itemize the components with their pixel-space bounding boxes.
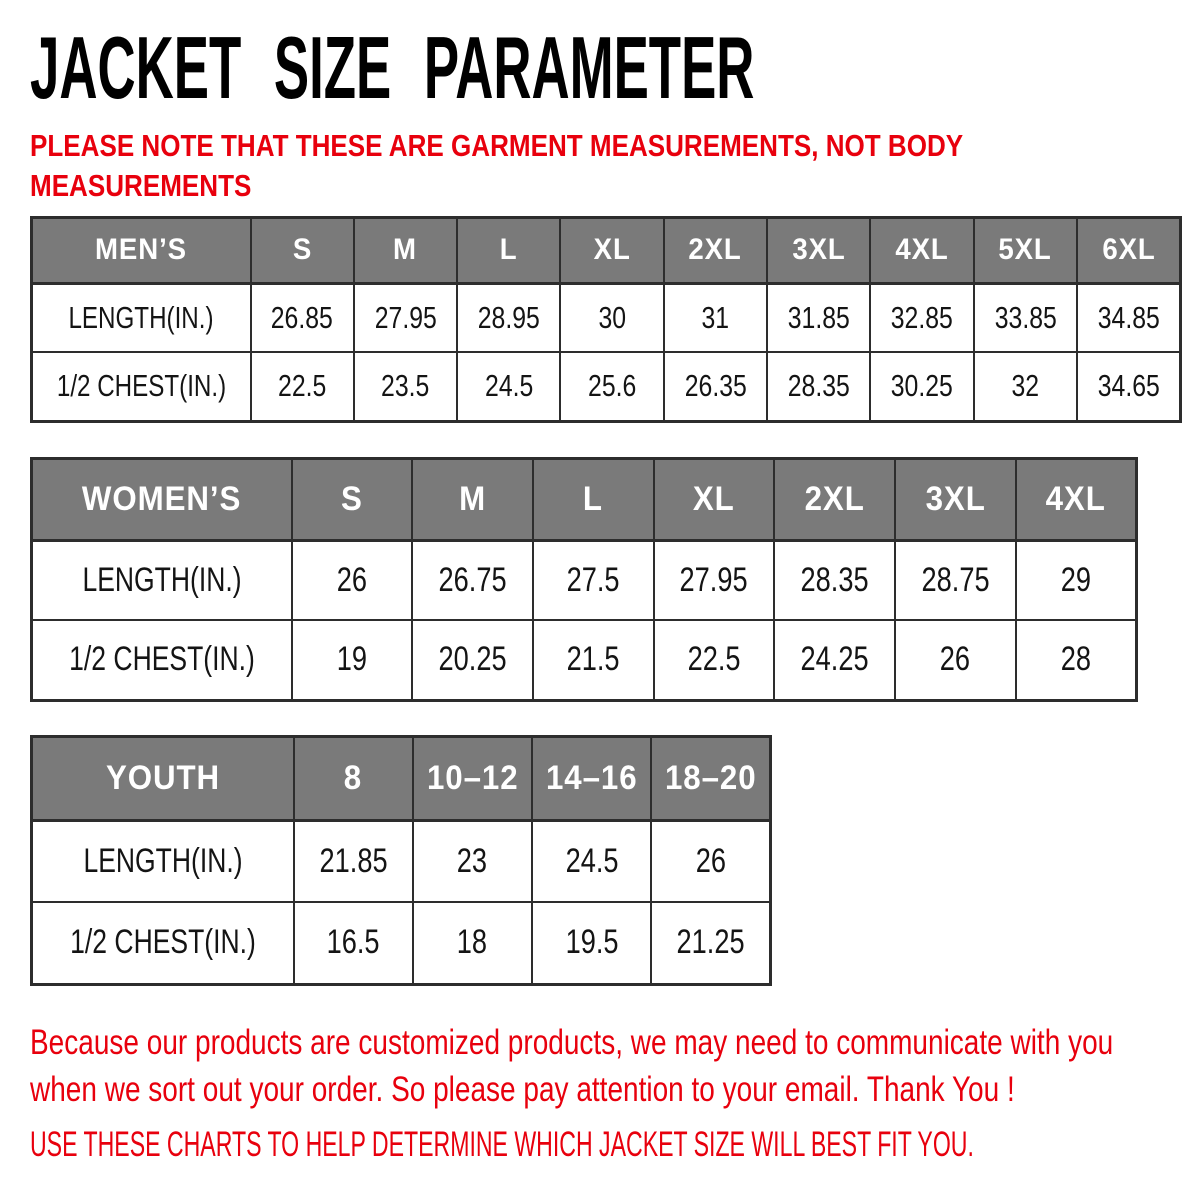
header-label: S: [340, 479, 363, 518]
measurement-value-cell: [457, 352, 560, 421]
row-label: 1/2 CHEST(IN.): [69, 923, 256, 962]
measurement-value: 28: [1060, 640, 1091, 679]
measurement-value-cell: [532, 902, 651, 984]
footer-line-1: Because our products are customized products, we may need to communicate with you: [30, 1022, 1114, 1062]
measurement-value: 20.25: [438, 640, 507, 679]
header-label: 2XL: [688, 233, 743, 267]
measurement-value: 22.5: [687, 640, 741, 679]
measurement-value-cell: [1077, 352, 1180, 421]
measurement-value: 26.75: [438, 560, 507, 599]
mens-size-header-cell: [974, 217, 1077, 283]
measurement-value-cell: [292, 620, 413, 700]
measurement-value: 23.5: [381, 368, 430, 404]
measurement-value: 21.25: [676, 923, 745, 962]
measurement-value-cell: [870, 352, 973, 421]
mens-size-table: [30, 216, 1182, 423]
measurement-value: 25.6: [588, 368, 637, 404]
row-label-cell: [32, 902, 294, 984]
row-label: 1/2 CHEST(IN.): [68, 640, 255, 679]
header-label: L: [583, 479, 604, 518]
table-row: [32, 352, 1181, 421]
header-label: S: [292, 233, 312, 267]
header-label: 2XL: [804, 479, 865, 518]
measurement-value: 21.85: [319, 841, 388, 880]
header-label: L: [499, 233, 518, 267]
mens-size-header-cell: [560, 217, 663, 283]
measurement-value-cell: [651, 820, 770, 902]
header-label: 8: [343, 758, 363, 797]
measurement-value: 24.25: [800, 640, 869, 679]
measurement-value: 28.95: [477, 299, 540, 335]
measurement-value-cell: [767, 352, 870, 421]
header-label: XL: [693, 479, 735, 518]
youth-size-header-cell: [532, 736, 651, 820]
header-label: 4XL: [1045, 479, 1106, 518]
header-label: M: [393, 233, 418, 267]
row-label: LENGTH(IN.): [82, 560, 242, 599]
measurement-value: 26.85: [271, 299, 334, 335]
womens-size-header-cell: [774, 458, 895, 540]
table-header-row: [32, 458, 1137, 540]
measurement-value: 26: [695, 841, 726, 880]
measurement-value: 26: [336, 560, 367, 599]
row-label-cell: [32, 283, 251, 352]
measurement-value-cell: [664, 283, 767, 352]
header-label: 18–20: [664, 758, 757, 797]
header-label: 6XL: [1101, 233, 1156, 267]
header-label: 3XL: [925, 479, 986, 518]
measurement-value-cell: [767, 283, 870, 352]
measurement-value: 28.35: [787, 368, 850, 404]
measurement-value-cell: [294, 902, 413, 984]
measurement-value: 21.5: [566, 640, 620, 679]
youth-size-table: [30, 735, 772, 986]
measurement-value: 22.5: [278, 368, 327, 404]
measurement-value: 24.5: [565, 841, 619, 880]
youth-size-header-cell: [294, 736, 413, 820]
measurement-value-cell: [294, 820, 413, 902]
table-row: [32, 620, 1137, 700]
table-header-row: [32, 736, 771, 820]
measurement-value-cell: [533, 620, 654, 700]
measurement-value-cell: [457, 283, 560, 352]
measurement-value-cell: [895, 540, 1016, 620]
measurement-value-cell: [251, 283, 354, 352]
mens-size-header-cell: [354, 217, 457, 283]
measurement-value: 31.85: [787, 299, 850, 335]
measurement-value: 24.5: [484, 368, 533, 404]
mens-size-header-cell: [251, 217, 354, 283]
measurement-value-cell: [974, 283, 1077, 352]
measurement-value-cell: [560, 352, 663, 421]
measurement-value: 32: [1011, 368, 1040, 404]
measurement-value: 23: [457, 841, 488, 880]
measurement-value: 27.95: [679, 560, 748, 599]
header-label: 4XL: [895, 233, 949, 267]
table-row: [32, 283, 1181, 352]
row-label: LENGTH(IN.): [83, 841, 243, 880]
womens-size-header-cell: [412, 458, 533, 540]
measurement-value-cell: [533, 540, 654, 620]
table-row: [32, 902, 771, 984]
measurement-value-cell: [412, 540, 533, 620]
youth-size-header-cell: [413, 736, 532, 820]
header-label: XL: [593, 233, 631, 267]
measurement-value-cell: [413, 820, 532, 902]
measurement-value-cell: [1016, 540, 1137, 620]
measurement-value: 27.5: [566, 560, 620, 599]
youth-group-header-cell: [32, 736, 294, 820]
measurement-value-cell: [292, 540, 413, 620]
measurement-value: 34.65: [1097, 368, 1160, 404]
header-label: 3XL: [792, 233, 846, 267]
mens-size-header-cell: [767, 217, 870, 283]
measurement-value: 26.35: [684, 368, 747, 404]
row-label: 1/2 CHEST(IN.): [56, 368, 227, 404]
measurement-value-cell: [654, 540, 775, 620]
measurement-value-cell: [412, 620, 533, 700]
measurement-value-cell: [251, 352, 354, 421]
womens-size-header-cell: [895, 458, 1016, 540]
page-title: JACKET SIZE PARAMETER: [30, 18, 755, 117]
measurement-value: 30.25: [891, 368, 954, 404]
row-label: LENGTH(IN.): [68, 299, 214, 335]
measurement-value-cell: [895, 620, 1016, 700]
measurement-value: 27.95: [374, 299, 437, 335]
measurement-value-cell: [532, 820, 651, 902]
youth-size-header-cell: [651, 736, 770, 820]
measurement-value-cell: [1016, 620, 1137, 700]
table-row: [32, 540, 1137, 620]
header-label: MEN’S: [95, 233, 188, 267]
measurement-value-cell: [651, 902, 770, 984]
womens-size-header-cell: [292, 458, 413, 540]
mens-size-header-cell: [870, 217, 973, 283]
mens-size-header-cell: [664, 217, 767, 283]
measurement-value-cell: [354, 352, 457, 421]
customization-communication-note: [30, 1019, 1114, 1113]
measurement-value-cell: [354, 283, 457, 352]
womens-group-header-cell: [32, 458, 292, 540]
header-label: 14–16: [545, 758, 638, 797]
table-row: [32, 820, 771, 902]
measurement-value: 26: [940, 640, 971, 679]
womens-size-header-cell: [1016, 458, 1137, 540]
note-line-1: PLEASE NOTE THAT THESE ARE GARMENT MEASUREMENTS, NOT BODY: [30, 127, 964, 163]
row-label-cell: [32, 620, 292, 700]
measurement-value-cell: [654, 620, 775, 700]
measurement-value-cell: [774, 540, 895, 620]
mens-group-header-cell: [32, 217, 251, 283]
measurement-value: 28.75: [921, 560, 990, 599]
footer-line-2: when we sort out your order. So please pay attention to your email. Thank You !: [30, 1069, 1015, 1109]
table-header-row: [32, 217, 1181, 283]
measurement-value: 16.5: [326, 923, 380, 962]
header-label: WOMEN’S: [82, 479, 242, 518]
header-label: YOUTH: [105, 758, 220, 797]
measurement-value: 32.85: [891, 299, 954, 335]
womens-size-table: [30, 457, 1138, 702]
header-label: 5XL: [998, 233, 1053, 267]
measurement-value: 34.85: [1097, 299, 1160, 335]
measurement-value: 18: [457, 923, 488, 962]
mens-size-header-cell: [1077, 217, 1180, 283]
measurement-value-cell: [560, 283, 663, 352]
measurement-value: 19: [336, 640, 367, 679]
measurement-value: 29: [1060, 560, 1091, 599]
header-label: 10–12: [426, 758, 519, 797]
measurement-value-cell: [413, 902, 532, 984]
measurement-value: 28.35: [800, 560, 869, 599]
row-label-cell: [32, 352, 251, 421]
garment-measurement-note: [30, 126, 988, 206]
measurement-value-cell: [1077, 283, 1180, 352]
measurement-value-cell: [664, 352, 767, 421]
fit-instruction: USE THESE CHARTS TO HELP DETERMINE WHICH JACKET SIZE WILL BEST FIT YOU.: [30, 1124, 974, 1164]
note-line-2: MEASUREMENTS: [30, 167, 252, 203]
measurement-value: 19.5: [565, 923, 619, 962]
measurement-value: 33.85: [994, 299, 1057, 335]
measurement-value-cell: [974, 352, 1077, 421]
row-label-cell: [32, 540, 292, 620]
measurement-value: 31: [701, 299, 730, 335]
header-label: M: [459, 479, 487, 518]
measurement-value: 30: [598, 299, 626, 335]
womens-size-header-cell: [654, 458, 775, 540]
measurement-value-cell: [870, 283, 973, 352]
measurement-value-cell: [774, 620, 895, 700]
womens-size-header-cell: [533, 458, 654, 540]
mens-size-header-cell: [457, 217, 560, 283]
row-label-cell: [32, 820, 294, 902]
